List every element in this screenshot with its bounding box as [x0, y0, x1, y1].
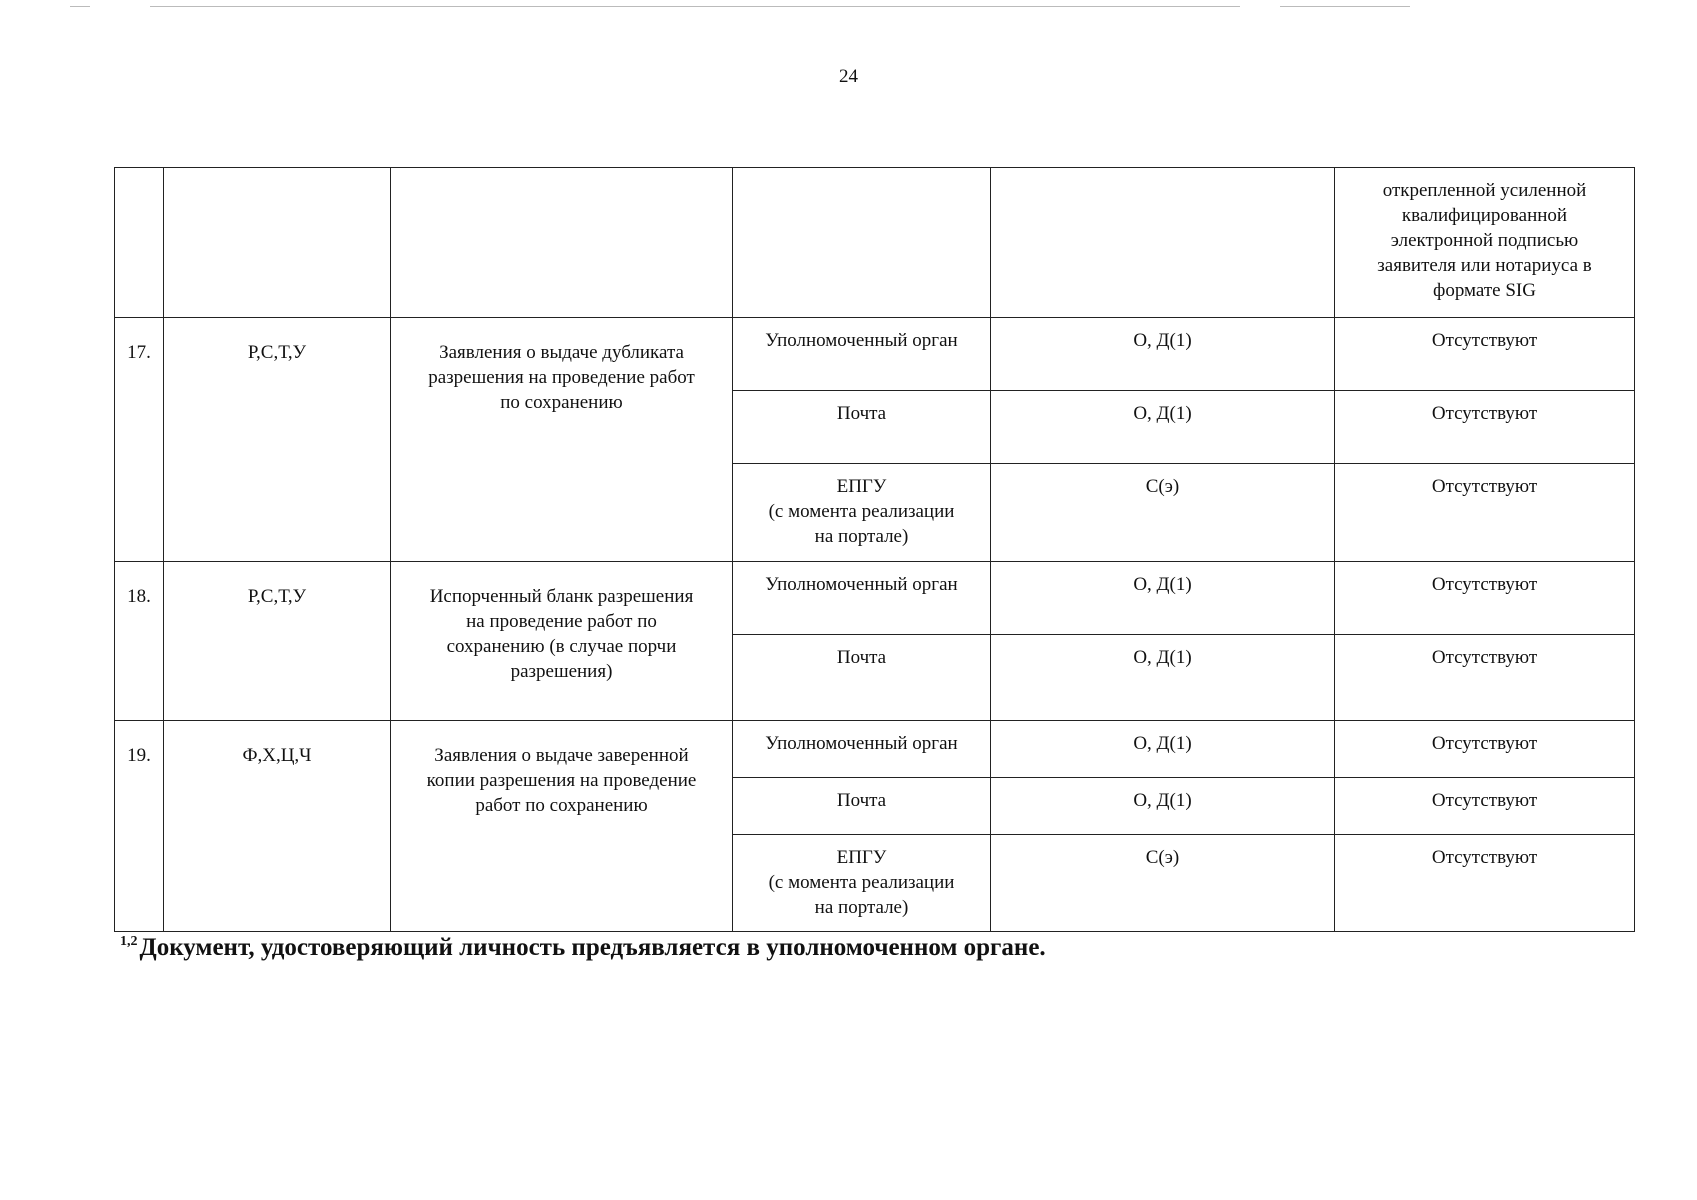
scan-edge-mark: [70, 6, 90, 7]
text-line: заявителя или нотариуса в: [1377, 255, 1592, 276]
text-line: Испорченный бланк разрешения: [429, 586, 694, 607]
cell-requirements: Отсутствуют: [1335, 318, 1635, 391]
cell-empty: [733, 168, 991, 318]
cell-form: О, Д(1): [991, 635, 1335, 721]
page-number: 24: [839, 66, 858, 87]
cell-row-number: 17.: [115, 318, 164, 562]
footnote-text: Документ, удостоверяющий личность предъявляется в уполномоченном органе.: [139, 934, 1046, 961]
text-line: электронной подписью: [1390, 230, 1579, 251]
text-line: по сохранению: [500, 392, 623, 413]
text-line: разрешения): [510, 661, 613, 682]
cell-channel: [733, 391, 991, 464]
cell-empty: [391, 168, 733, 318]
cell-document-name: [391, 318, 733, 562]
cell-requirements: Отсутствуют: [1335, 635, 1635, 721]
cell-channel: [733, 721, 991, 778]
cell-channel: [733, 318, 991, 391]
cell-channel: [733, 835, 991, 932]
text-line: Почта: [836, 403, 887, 424]
scan-edge-mark: [1280, 6, 1410, 7]
cell-requirements: Отсутствуют: [1335, 464, 1635, 562]
cell-row-number: 18.: [115, 562, 164, 721]
text-line: (с момента реализации: [768, 501, 955, 522]
text-line: ЕПГУ: [836, 847, 887, 868]
text-line: сохранению (в случае порчи: [446, 636, 677, 657]
text-line: на проведение работ по: [466, 611, 657, 632]
cell-form: О, Д(1): [991, 721, 1335, 778]
text-line: Уполномоченный орган: [765, 733, 958, 754]
document-table: [114, 167, 1635, 932]
text-line: квалифицированной: [1401, 205, 1568, 226]
table-row: [115, 562, 1635, 635]
text-line: копии разрешения на проведение: [426, 770, 697, 791]
cell-form: С(э): [991, 835, 1335, 932]
text-line: Почта: [836, 790, 887, 811]
cell-document-name: [391, 721, 733, 932]
text-line: (с момента реализации: [768, 872, 955, 893]
text-line: на портале): [814, 526, 909, 547]
cell-signature-format: [1335, 168, 1635, 318]
cell-channel: [733, 464, 991, 562]
text-line: открепленной усиленной: [1382, 180, 1587, 201]
footnote-marker: 1,2: [120, 934, 138, 949]
text-line: разрешения на проведение работ: [428, 367, 695, 388]
footnote: [120, 934, 1046, 962]
text-line: Почта: [836, 647, 887, 668]
cell-channel: [733, 635, 991, 721]
table-row: [115, 318, 1635, 391]
cell-requirements: Отсутствуют: [1335, 391, 1635, 464]
cell-codes: Ф,Х,Ц,Ч: [164, 721, 391, 932]
scan-edge-mark: [150, 6, 1240, 7]
cell-form: О, Д(1): [991, 562, 1335, 635]
table-row: [115, 721, 1635, 778]
text-line: работ по сохранению: [475, 795, 648, 816]
cell-codes: Р,С,Т,У: [164, 562, 391, 721]
cell-document-name: [391, 562, 733, 721]
cell-row-number: 19.: [115, 721, 164, 932]
cell-channel: [733, 562, 991, 635]
cell-form: О, Д(1): [991, 778, 1335, 835]
table-row-continuation: [115, 168, 1635, 318]
cell-empty: [115, 168, 164, 318]
text-line: Заявления о выдаче дубликата: [439, 342, 684, 363]
cell-requirements: Отсутствуют: [1335, 835, 1635, 932]
cell-requirements: Отсутствуют: [1335, 778, 1635, 835]
cell-requirements: Отсутствуют: [1335, 721, 1635, 778]
cell-form: О, Д(1): [991, 318, 1335, 391]
cell-form: О, Д(1): [991, 391, 1335, 464]
text-line: ЕПГУ: [836, 476, 887, 497]
text-line: Уполномоченный орган: [765, 330, 958, 351]
cell-codes: Р,С,Т,У: [164, 318, 391, 562]
text-line: Уполномоченный орган: [765, 574, 958, 595]
cell-empty: [164, 168, 391, 318]
cell-channel: [733, 778, 991, 835]
text-line: Заявления о выдаче заверенной: [434, 745, 689, 766]
text-line: на портале): [814, 897, 909, 918]
cell-requirements: Отсутствуют: [1335, 562, 1635, 635]
text-line: формате SIG: [1433, 280, 1536, 301]
cell-form: С(э): [991, 464, 1335, 562]
cell-empty: [991, 168, 1335, 318]
